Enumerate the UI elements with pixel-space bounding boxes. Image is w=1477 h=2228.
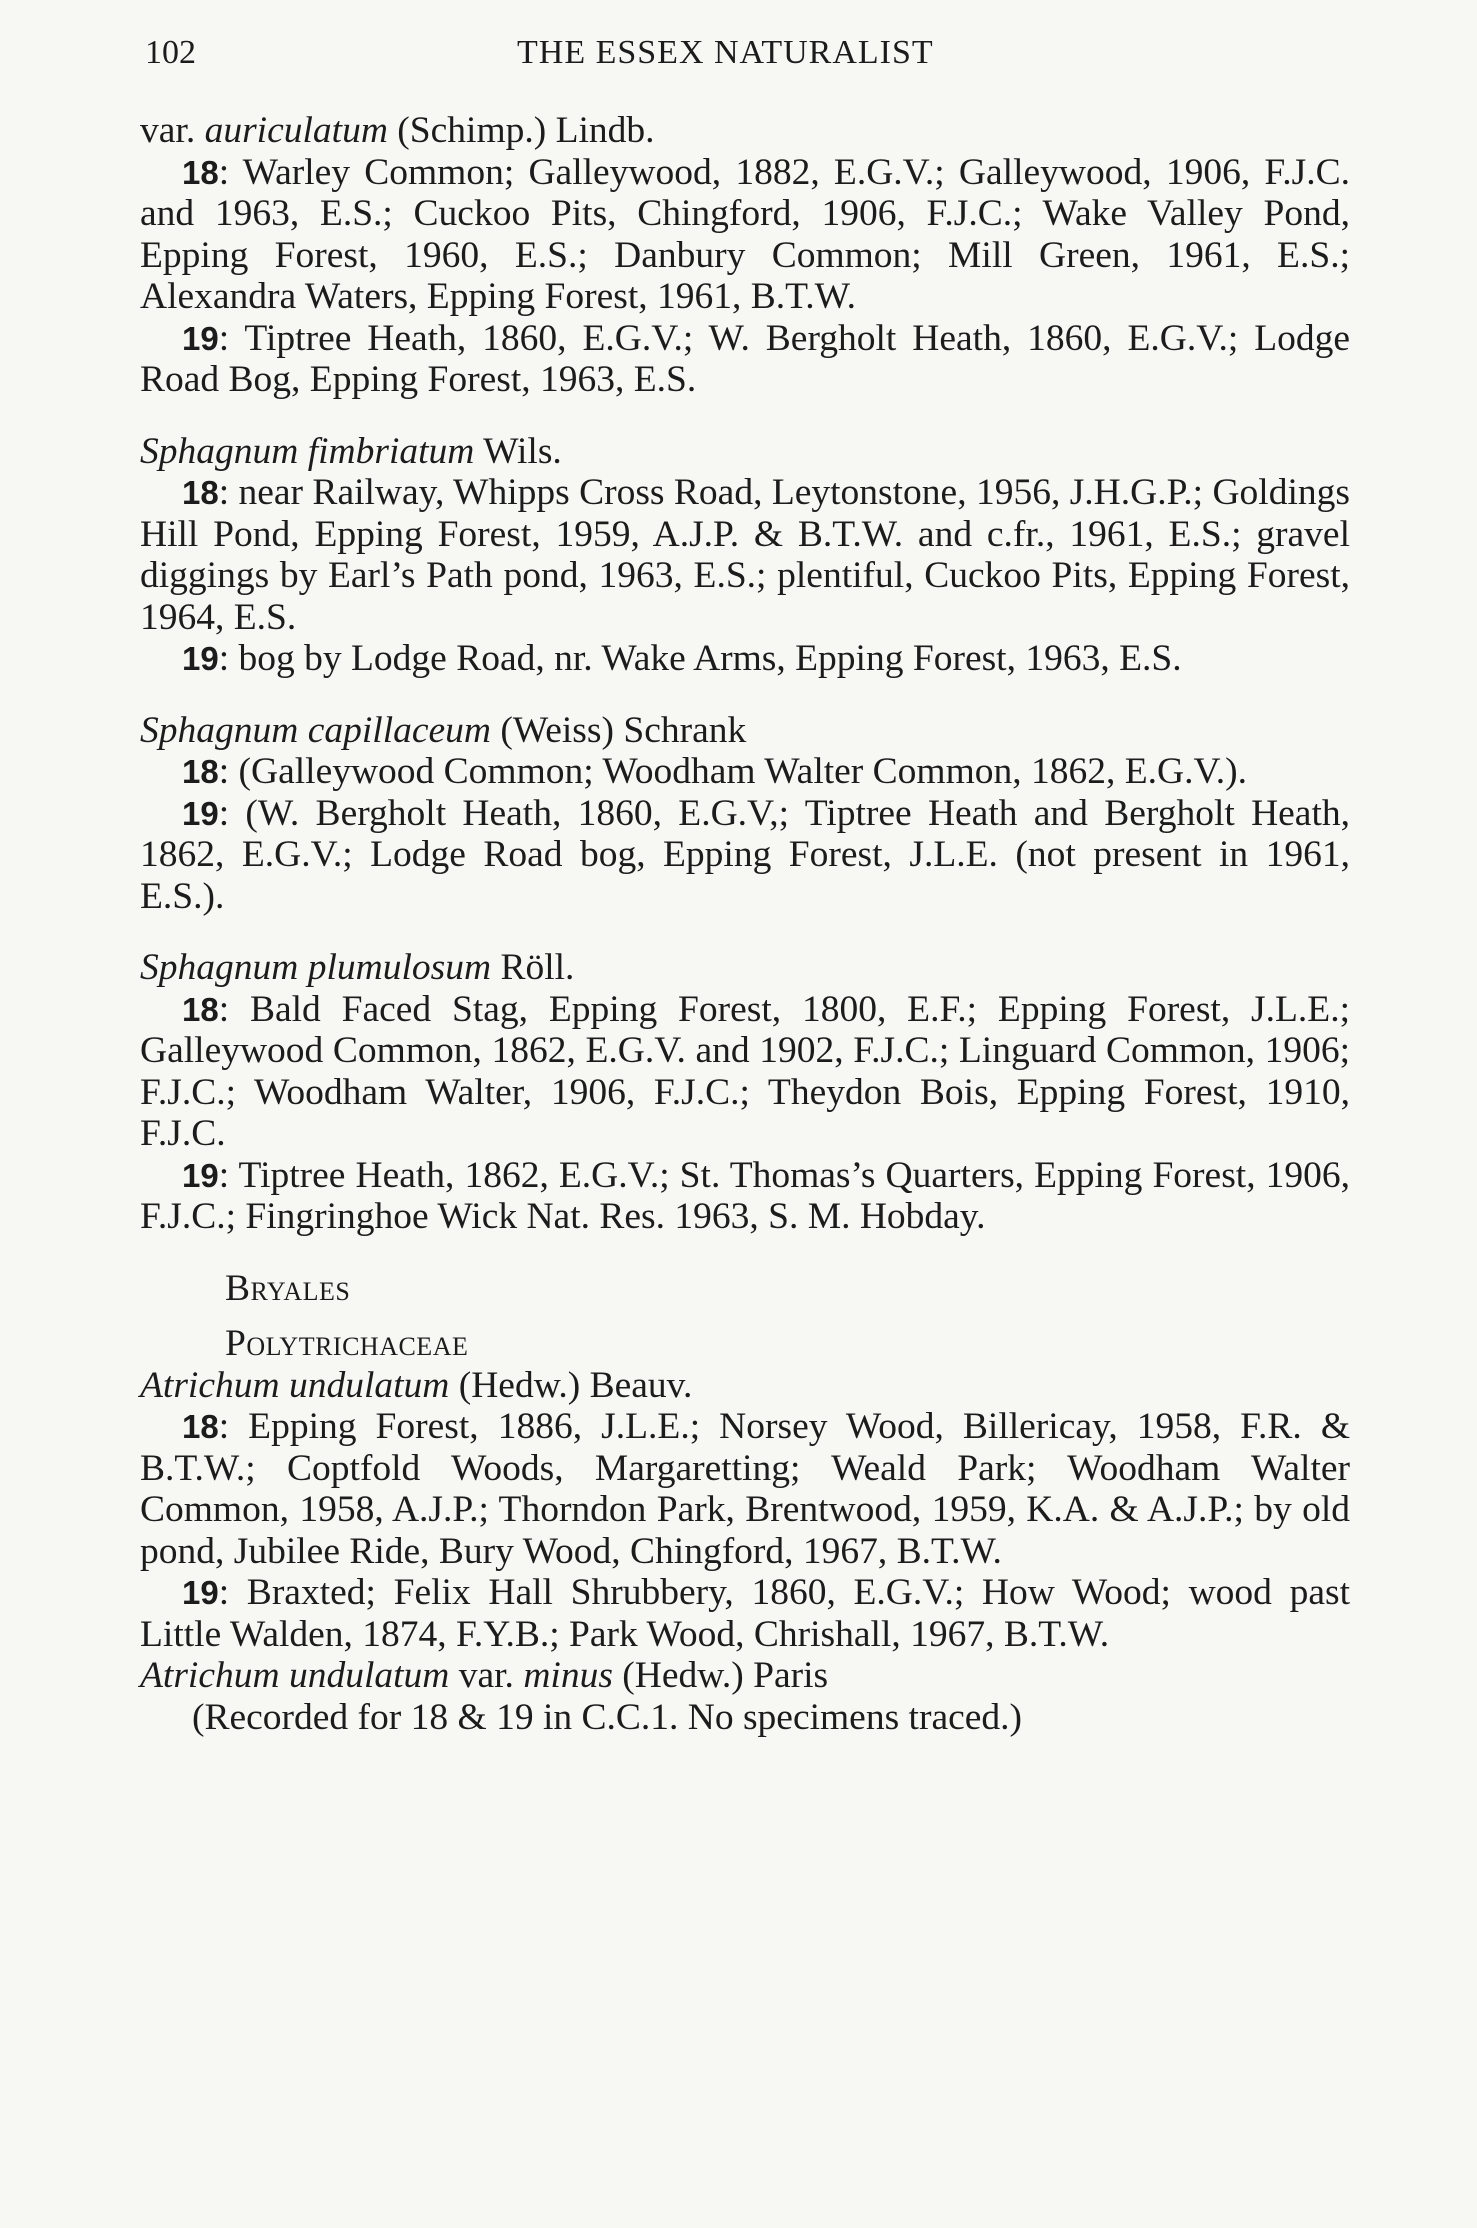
taxon-authority: (Hedw.) Beauv. — [449, 1364, 693, 1406]
record-paragraph — [140, 318, 1350, 401]
vice-county-number: 18 — [182, 753, 219, 790]
family-heading: Polytrichaceae — [225, 1323, 469, 1364]
page-number: 102 — [145, 34, 196, 71]
taxon-heading — [140, 710, 1350, 752]
record-paragraph — [140, 751, 1350, 793]
taxon-name: Sphagnum fimbriatum — [140, 430, 475, 472]
vice-county-number: 18 — [182, 990, 219, 1028]
record-text: : Braxted; Felix Hall Shrubbery, 1860, E.G.V.; How Wood; wood past Little Walden, 1874, F.Y.B.; Park Wood, Chrishall, 1967, B.T.W. — [140, 1572, 1350, 1655]
record-text: : Warley Common; Galleywood, 1882, E.G.V.; Galleywood, 1906, F.J.C. and 1963, E.S.; Cuckoo Pits, Chingford, 1906, F.J.C.; Wake Valley Pond, Epping Forest, 1960, E.S.; Danbury Common; Mill Green, 1961, E.S.; Alexandra Waters, Epping Forest, 1961, B.T.W. — [140, 151, 1350, 317]
record-paragraph — [140, 472, 1350, 638]
taxon-authority: (Weiss) Schrank — [490, 709, 747, 751]
taxon-variety: minus — [523, 1655, 613, 1696]
taxon-name: Sphagnum plumulosum — [140, 947, 492, 988]
record-paragraph — [140, 638, 1350, 680]
taxon-heading — [140, 431, 1350, 473]
taxon-name: auriculatum — [204, 110, 388, 151]
record-paragraph — [140, 989, 1350, 1155]
taxon-authority: (Schimp.) Lindb. — [387, 110, 655, 151]
vice-county-number: 19 — [182, 640, 219, 677]
taxon-heading — [140, 947, 1350, 989]
record-text: : Tiptree Heath, 1862, E.G.V.; St. Thomas’s Quarters, Epping Forest, 1906, F.J.C.; Fingringhoe Wick Nat. Res. 1963, S. M. Hobday. — [140, 1154, 1350, 1237]
record-paragraph — [140, 1406, 1350, 1572]
vice-county-number: 18 — [182, 1408, 219, 1445]
taxon-authority: Röll. — [491, 947, 575, 988]
taxon-heading: var. auriculatum (Schimp.) Lindb. — [140, 110, 655, 151]
vice-county-number: 19 — [182, 319, 219, 357]
record-text: : (Galleywood Common; Woodham Walter Common, 1862, E.G.V.). — [218, 751, 1247, 792]
text-body — [140, 110, 1350, 1738]
vice-county-number: 19 — [182, 1574, 219, 1611]
vice-county-number: 19 — [182, 1156, 219, 1194]
running-title: THE ESSEX NATURALIST — [517, 34, 934, 71]
record-text: : bog by Lodge Road, nr. Wake Arms, Epping Forest, 1963, E.S. — [218, 638, 1182, 679]
vice-county-number: 19 — [182, 794, 219, 832]
page-header — [145, 30, 1347, 86]
taxon-heading: Atrichum undulatum var. minus (Hedw.) Paris — [140, 1655, 829, 1696]
record-paragraph — [140, 793, 1350, 918]
taxon-name: Sphagnum capillaceum — [140, 709, 491, 751]
record-paragraph — [140, 1572, 1350, 1655]
record-paragraph — [140, 1155, 1350, 1238]
record-text: : Tiptree Heath, 1860, E.G.V.; W. Bergholt Heath, 1860, E.G.V.; Lodge Road Bog, Epping Forest, 1963, E.S. — [140, 317, 1350, 400]
record-text: : Epping Forest, 1886, J.L.E.; Norsey Wood, Billericay, 1958, F.R. & B.T.W.; Coptfold Woods, Margaretting; Weald Park; Woodham Walter Common, 1958, A.J.P.; Thorndon Park, Brentwood, 1959, K.A. & A.J.P.; by old pond, Jubilee Ride, Bury Wood, Chingford, 1967, B.T.W. — [140, 1406, 1350, 1572]
taxon-authority: (Hedw.) Paris — [612, 1655, 829, 1696]
vice-county-number: 18 — [182, 153, 219, 191]
taxon-name: Atrichum undulatum — [140, 1655, 450, 1696]
vice-county-number: 18 — [182, 474, 219, 511]
taxon-name: Atrichum undulatum — [140, 1364, 450, 1406]
taxon-authority: Wils. — [474, 430, 562, 472]
record-text: : Bald Faced Stag, Epping Forest, 1800, E.F.; Epping Forest, J.L.E.; Galleywood Common, 1862, E.G.V. and 1902, F.J.C.; Linguard Common, 1906; F.J.C.; Woodham Walter, 1906, F.J.C.; Theydon Bois, Epping Forest, 1910, F.J.C. — [140, 988, 1350, 1154]
record-note: (Recorded for 18 & 19 in C.C.1. No specimens traced.) — [192, 1696, 1022, 1738]
record-text: : (W. Bergholt Heath, 1860, E.G.V,; Tiptree Heath and Bergholt Heath, 1862, E.G.V.; Lodge Road bog, Epping Forest, J.L.E. (not present in 1961, E.S.). — [140, 792, 1350, 917]
order-heading: Bryales — [225, 1267, 351, 1309]
taxon-heading — [140, 1365, 1350, 1407]
record-paragraph — [140, 152, 1350, 318]
record-text: : near Railway, Whipps Cross Road, Leytonstone, 1956, J.H.G.P.; Goldings Hill Pond, Epping Forest, 1959, A.J.P. & B.T.W. and c.fr., 1961, E.S.; gravel diggings by Earl’s Path pond, 1963, E.S.; plentiful, Cuckoo Pits, Epping Forest, 1964, E.S. — [140, 472, 1350, 638]
